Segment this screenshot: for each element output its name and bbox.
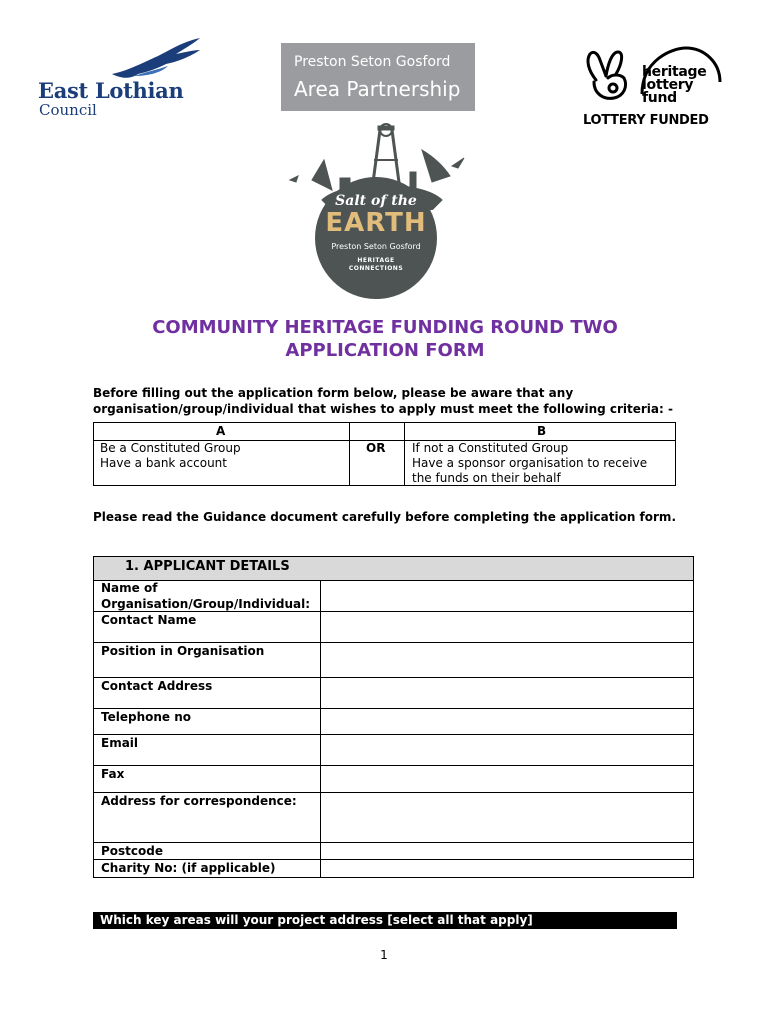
postcode-field[interactable] bbox=[328, 844, 683, 858]
crossed-fingers-icon bbox=[582, 46, 634, 102]
charity-no-label: Charity No: (if applicable) bbox=[101, 861, 276, 875]
org-name-label bbox=[101, 580, 310, 612]
applicant-details-title: 1. APPLICANT DETAILS bbox=[125, 559, 290, 574]
org-name-label-line1: Name of bbox=[101, 581, 158, 595]
row-divider bbox=[94, 765, 693, 766]
connections-word-badge: CONNECTIONS bbox=[348, 265, 404, 272]
fax-field[interactable] bbox=[328, 767, 683, 791]
criteria-header-a: A bbox=[216, 424, 226, 438]
salt-badge bbox=[315, 177, 437, 299]
org-name-field[interactable] bbox=[328, 582, 683, 610]
charity-no-field[interactable] bbox=[328, 861, 683, 876]
key-areas-heading: Which key areas will your project address [select all that apply] bbox=[100, 913, 533, 927]
position-field[interactable] bbox=[328, 644, 683, 676]
earth-text: EARTH bbox=[325, 208, 427, 238]
criteria-table bbox=[93, 422, 676, 486]
heritage-connections-text bbox=[315, 257, 437, 273]
contact-name-field[interactable] bbox=[328, 613, 683, 641]
east-lothian-council-logo bbox=[38, 36, 208, 120]
position-label: Position in Organisation bbox=[101, 644, 265, 658]
page-title bbox=[60, 316, 710, 362]
intro-line-2: organisation/group/individual that wishes to apply must meet the following criteria: - bbox=[93, 402, 673, 416]
contact-address-field[interactable] bbox=[328, 679, 683, 707]
heritage-word: heritage bbox=[642, 64, 707, 80]
salt-of-the-earth-logo bbox=[282, 120, 482, 300]
bird-icon bbox=[110, 36, 202, 82]
criteria-header-b: B bbox=[537, 424, 547, 438]
title-line-1: COMMUNITY HERITAGE FUNDING ROUND TWO bbox=[152, 317, 618, 338]
area-partnership-line2: Area Partnership bbox=[294, 77, 461, 101]
applicant-column-divider bbox=[320, 580, 321, 877]
page-number: 1 bbox=[380, 948, 388, 962]
badge-place-text: Preston Seton Gosford bbox=[331, 242, 421, 251]
heritage-lottery-fund-logo bbox=[580, 42, 730, 132]
email-field[interactable] bbox=[328, 736, 683, 764]
arch-icon bbox=[638, 46, 724, 96]
criteria-divider-2 bbox=[404, 423, 405, 485]
criteria-a-item: Have a bank account bbox=[100, 456, 227, 470]
row-divider bbox=[94, 734, 693, 735]
applicant-details-header bbox=[94, 557, 693, 581]
area-partnership-logo bbox=[281, 43, 475, 111]
postcode-label: Postcode bbox=[101, 844, 164, 858]
criteria-b-item: the funds on their behalf bbox=[412, 471, 561, 485]
correspondence-address-label: Address for correspondence: bbox=[101, 794, 297, 808]
east-lothian-name: East Lothian bbox=[38, 78, 184, 103]
intro-line-1: Before filling out the application form below, please be aware that any bbox=[93, 386, 574, 400]
guidance-note: Please read the Guidance document carefully before completing the application form. bbox=[93, 510, 676, 524]
area-partnership-line1: Preston Seton Gosford bbox=[294, 54, 451, 70]
heritage-word-badge: HERITAGE bbox=[357, 257, 395, 264]
council-label: Council bbox=[39, 101, 97, 119]
lottery-fund-word: lottery fund bbox=[642, 77, 694, 106]
criteria-a-item: Be a Constituted Group bbox=[100, 441, 241, 455]
salt-of-the-text: Salt of the bbox=[335, 193, 417, 209]
key-areas-heading-bar bbox=[93, 912, 677, 929]
criteria-b-item: If not a Constituted Group bbox=[412, 441, 569, 455]
telephone-label: Telephone no bbox=[101, 710, 192, 724]
contact-address-label: Contact Address bbox=[101, 679, 213, 693]
criteria-or-label: OR bbox=[366, 441, 386, 455]
criteria-divider-1 bbox=[349, 423, 350, 485]
applicant-details-table bbox=[93, 556, 694, 878]
intro-text bbox=[93, 385, 693, 417]
telephone-field[interactable] bbox=[328, 710, 683, 733]
fax-label: Fax bbox=[101, 767, 125, 781]
criteria-b-item: Have a sponsor organisation to receive bbox=[412, 456, 648, 470]
correspondence-address-field[interactable] bbox=[328, 794, 683, 841]
org-name-label-line2: Organisation/Group/Individual: bbox=[101, 597, 311, 611]
lottery-funded-label: LOTTERY FUNDED bbox=[583, 113, 709, 128]
contact-name-label: Contact Name bbox=[101, 613, 197, 627]
row-divider bbox=[94, 842, 693, 843]
email-label: Email bbox=[101, 736, 139, 750]
title-line-2: APPLICATION FORM bbox=[285, 340, 485, 361]
